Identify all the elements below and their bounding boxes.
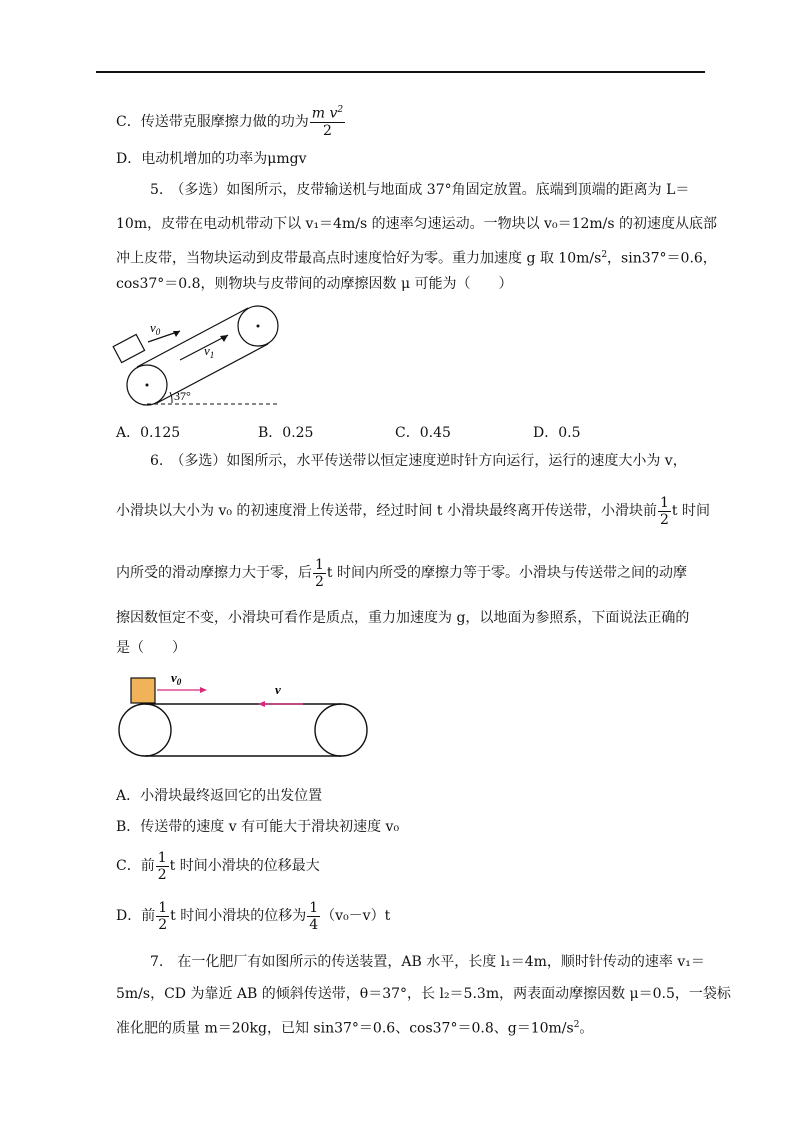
q6-v0-label: $v_0$ [171,670,182,687]
q6-line-3: 内所受的滑动摩擦力大于零，后 $\frac{1}{2}$ t 时间内所受的摩擦力等于零。小滑块与传送带之间的动摩 [116,556,687,590]
q5-incline-belt-figure [110,300,290,410]
q5-option-d: D．0.5 [533,425,581,441]
q6-v-label: v [275,682,281,697]
q7-line-1: 7. 在一化肥厂有如图所示的传送装置，AB 水平，长度 l₁＝4m，顺时针传动的速率 v₁＝ [150,954,705,970]
q5-option-b: B．0.25 [258,425,314,441]
q6-option-b: B．传送带的速度 v 有可能大于滑块初速度 v₀ [116,819,400,835]
q6-line-1: 6. （多选）如图所示，水平传送带以恒定速度逆时针方向运行，运行的速度大小为 v， [150,453,687,469]
q6-horizontal-belt-figure [115,668,375,760]
q6-line-2: 小滑块以大小为 v₀ 的初速度滑上传送带，经过时间 t 小滑块最终离开传送带，小滑块前 $\frac{1}{2}$ t 时间 [116,494,710,528]
q7-line-3: 准化肥的质量 m＝20kg，已知 sin37°＝0.6、cos37°＝0.8、$g=10m/s^2$。 [116,1020,594,1037]
q4-option-c-fraction: $\frac{m v^2}{2}$ [311,105,344,139]
q4-option-d: D．电动机增加的功率为μmgv [116,151,307,167]
q5-line-2: 10m，皮带在电动机带动下以 v₁＝4m/s 的速率匀速运动。一物块以 v₀＝12m/s 的初速度从底部 [116,216,718,232]
q6-line-4: 擦因数恒定不变，小滑块可看作是质点，重力加速度为 g，以地面为参照系，下面说法正确的 [116,610,690,626]
q7-line-2: 5m/s，CD 为靠近 AB 的倾斜传送带，θ＝37°，长 l₂＝5.3m，两表面动摩擦因数 μ＝0.5，一袋标 [116,986,731,1002]
q6-option-d-fraction-half: $\frac{1}{2}$ [158,899,168,933]
q6-half-fraction-1: $\frac{1}{2}$ [659,494,669,528]
q6-option-a: A．小滑块最终返回它的出发位置 [116,788,323,804]
q6-option-d-fraction-quarter: $\frac{1}{4}$ [309,899,319,933]
q5-option-c: C．0.45 [395,425,451,441]
q5-angle-label: 37° [174,389,191,403]
q4-option-c: C．传送带克服摩擦力做的功为 $\frac{m v^2}{2}$ [116,105,344,139]
q6-line-5: 是（ ） [116,640,186,656]
q5-v1-label: $v_1$ [204,343,215,360]
q6-half-fraction-2: $\frac{1}{2}$ [315,556,324,590]
q5-line-3: 冲上皮带，当物块运动到皮带最高点时速度恰好为零。重力加速度 g 取 $10m/s^2$，sin37°＝0.6， [116,250,717,267]
q5-line-1: 5. （多选）如图所示，皮带输送机与地面成 37°角固定放置。底端到顶端的距离为 L＝ [150,182,690,198]
q5-line-4: cos37°＝0.8，则物块与皮带间的动摩擦因数 μ 可能为（ ） [116,276,513,292]
q5-v0-label: $v_0$ [150,320,161,337]
q5-option-a: A．0.125 [116,425,181,441]
q6-option-c-fraction: $\frac{1}{2}$ [157,849,167,883]
q6-option-c: C．前 $\frac{1}{2}$ t 时间小滑块的位移最大 [116,849,320,883]
header-rule [96,71,705,73]
q6-option-d: D．前 $\frac{1}{2}$ t 时间小滑块的位移为 $\frac{1}{4}$ （v₀－v）t [116,899,391,933]
